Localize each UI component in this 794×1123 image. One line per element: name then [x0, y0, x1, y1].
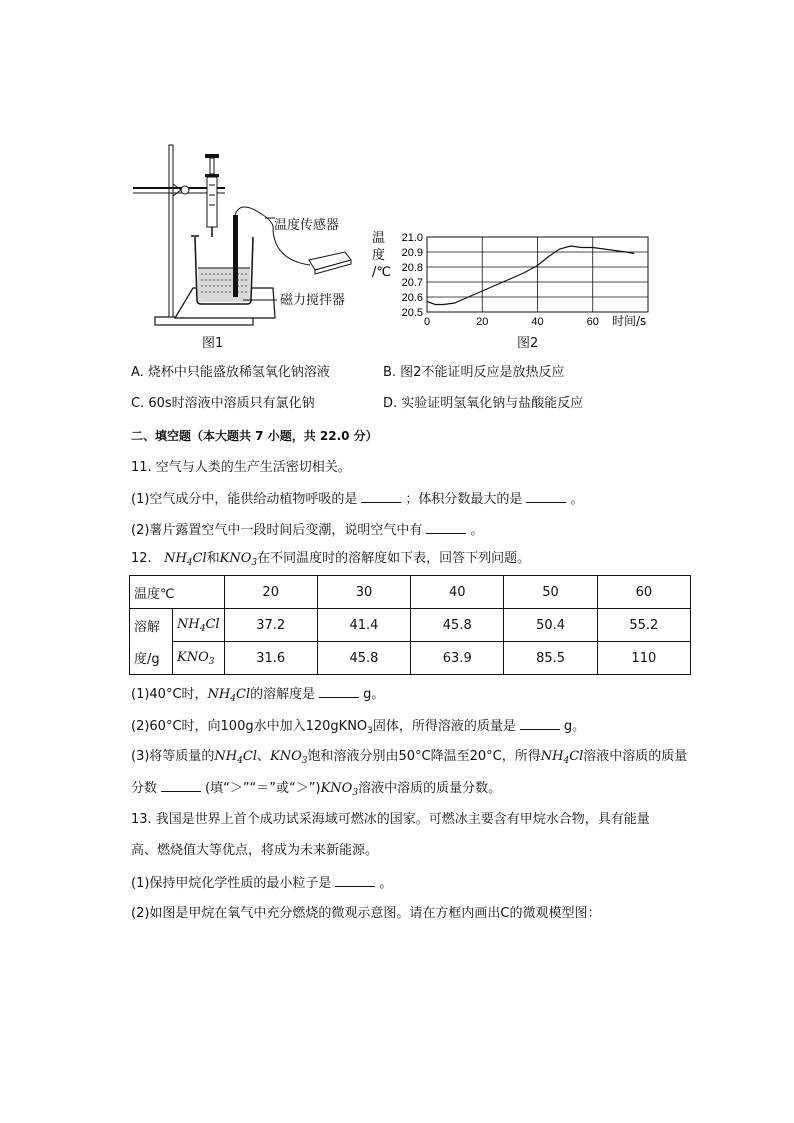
q12-p1-b: 的溶解度是 — [250, 687, 316, 702]
label-temperature-sensor: 温度传感器 — [274, 218, 340, 233]
answer-blank[interactable] — [335, 875, 375, 887]
y-tick-label: 20.6 — [401, 292, 423, 304]
table-header-cell: 50 — [504, 576, 597, 609]
option-c: C. 60s时溶液中溶质只有氯化钠 — [131, 396, 315, 411]
q12-p3-line2-c: 溶液中溶质的质量分数。 — [358, 781, 502, 796]
q12-p2-a: (2)60°C时，向100g水中加入120gKNO — [131, 719, 368, 734]
answer-blank[interactable] — [361, 491, 401, 503]
q12-p3-a: (3)将等质量的 — [131, 749, 215, 764]
formula-part: Cl — [192, 551, 207, 566]
formula-subscript: 3 — [367, 726, 373, 736]
label-magnetic-stirrer: 磁力搅拌器 — [280, 293, 346, 308]
table-header-cell: 60 — [597, 576, 690, 609]
q12-p3-d: 溶液中溶质的质量 — [583, 749, 688, 764]
x-tick-label: 60 — [586, 316, 599, 328]
formula-nh4cl: $NH_4Cl$ — [207, 687, 251, 704]
answer-blank[interactable] — [161, 780, 201, 792]
q12-part3-line2 — [131, 780, 501, 801]
q12-p3-line2-b: (填“＞”“＝”或“＞”) — [205, 781, 321, 796]
answer-blank[interactable] — [526, 491, 566, 503]
formula-kno3 — [220, 551, 257, 566]
q12-part2 — [131, 718, 585, 739]
q12-and: 和 — [206, 551, 220, 566]
table-cell: 31.6 — [224, 642, 317, 675]
q12-p2-b: 固体，所得溶液的质量是 — [372, 719, 516, 734]
table-cell: 50.4 — [504, 609, 597, 642]
table-header-cell: 40 — [411, 576, 504, 609]
q13-part2: (2)如图是甲烷在氧气中充分燃烧的微观示意图。请在方框内画出C的微观模型图： — [131, 906, 601, 921]
q13-part1 — [131, 875, 392, 892]
table-cell: 37.2 — [224, 609, 317, 642]
q11-part2-text-b: 。 — [470, 523, 484, 538]
solubility-table — [129, 575, 691, 675]
q12-p3-c: 饱和溶液分别由50°C降温至20°C，所得 — [307, 749, 541, 764]
table-cell: 63.9 — [411, 642, 504, 675]
table-cell: 45.8 — [317, 642, 410, 675]
temperature-series-line — [427, 246, 634, 305]
table-cell: 41.4 — [317, 609, 410, 642]
y-tick-label: 20.8 — [401, 262, 423, 274]
formula-nh4cl: $NH_4Cl$ — [540, 749, 584, 766]
q11-part1 — [131, 491, 583, 508]
q12-part1 — [131, 686, 384, 707]
formula-nh4cl — [164, 551, 207, 566]
row-label-solubility-2: 度/g — [130, 642, 173, 675]
q13-p1-a: (1)保持甲烷化学性质的最小粒子是 — [131, 876, 332, 891]
x-tick-label: 40 — [531, 316, 544, 328]
formula-kno3: $KNO_3$ — [320, 781, 359, 798]
formula-part: NH — [164, 551, 187, 566]
q12-number: 12. — [131, 551, 152, 566]
row-label-kno3: $KNO_3$ — [173, 642, 225, 675]
figure-1-apparatus — [125, 140, 375, 340]
q12-stem-rest: 在不同温度时的溶解度如下表，回答下列问题。 — [257, 551, 531, 566]
y-axis-label: 温 — [372, 231, 386, 246]
row-label-nh4cl: $NH_4Cl$ — [173, 609, 225, 642]
table-header-cell: 30 — [317, 576, 410, 609]
q11-part2-text-a: (2)薯片露置空气中一段时间后变潮，说明空气中有 — [131, 523, 423, 538]
q11-part1-text-b: ；体积分数最大的是 — [405, 492, 523, 507]
q13-p1-b: 。 — [379, 876, 393, 891]
q12-part3-line1 — [131, 749, 687, 769]
q12-p1-a: (1)40°C时， — [131, 687, 208, 702]
y-axis-label: /℃ — [372, 265, 391, 280]
q11-part1-text-c: 。 — [570, 492, 584, 507]
option-d: D. 实验证明氢氧化钠与盐酸能反应 — [383, 396, 584, 411]
formula-subscript: 4 — [186, 558, 193, 568]
option-a: A. 烧杯中只能盛放稀氢氧化钠溶液 — [131, 365, 330, 380]
figure-1-caption: 图1 — [202, 336, 224, 351]
x-axis-label: 时间/s — [612, 314, 647, 328]
table-row — [130, 609, 691, 642]
table-cell: 45.8 — [411, 609, 504, 642]
answer-blank[interactable] — [319, 686, 359, 698]
q13-stem-line2: 高、燃烧值大等优点，将成为未来新能源。 — [131, 843, 379, 858]
answer-blank[interactable] — [426, 522, 466, 534]
formula-part: KNO — [219, 551, 252, 566]
table-cell: 85.5 — [504, 642, 597, 675]
row-label-solubility-1: 溶解 — [130, 609, 173, 642]
table-header-cell: 20 — [224, 576, 317, 609]
formula-nh4cl: $NH_4Cl$ — [214, 749, 257, 766]
y-tick-label: 21.0 — [401, 232, 423, 244]
figure-2-temperature-chart — [360, 225, 660, 335]
q13-stem-line1: 13. 我国是世界上首个成功试采海域可燃冰的国家。可燃冰主要含有甲烷水合物，具有能量 — [131, 812, 650, 827]
q12-p1-c: g。 — [363, 687, 385, 702]
option-b: B. 图2不能证明反应是放热反应 — [383, 365, 565, 380]
q12-p3-line2-a: 分数 — [131, 781, 158, 796]
q12-p3-b: 、 — [256, 749, 270, 764]
q12-p2-c: g。 — [563, 719, 586, 734]
answer-blank[interactable] — [520, 718, 560, 730]
table-cell: 110 — [597, 642, 690, 675]
x-tick-label: 20 — [476, 316, 489, 328]
formula-kno3: $KNO_3$ — [270, 749, 308, 766]
y-tick-label: 20.7 — [401, 277, 423, 289]
q11-part2 — [131, 522, 483, 539]
x-tick-label: 0 — [423, 316, 431, 328]
table-row — [130, 642, 691, 675]
y-tick-label: 20.9 — [401, 247, 423, 259]
section-heading: 二、填空题（本大题共 7 小题，共 22.0 分） — [131, 429, 378, 443]
q12-stem — [131, 551, 530, 571]
table-row — [130, 576, 691, 609]
y-tick-label: 20.5 — [401, 307, 423, 319]
figure-2-caption: 图2 — [517, 336, 539, 351]
formula-subscript: 3 — [251, 558, 258, 568]
y-axis-label: 度 — [372, 248, 386, 263]
q11-stem: 11. 空气与人类的生产生活密切相关。 — [131, 460, 351, 475]
table-cell: 55.2 — [597, 609, 690, 642]
q11-part1-text-a: (1)空气成分中，能供给动植物呼吸的是 — [131, 492, 358, 507]
table-header-temperature: 温度℃ — [130, 576, 225, 609]
